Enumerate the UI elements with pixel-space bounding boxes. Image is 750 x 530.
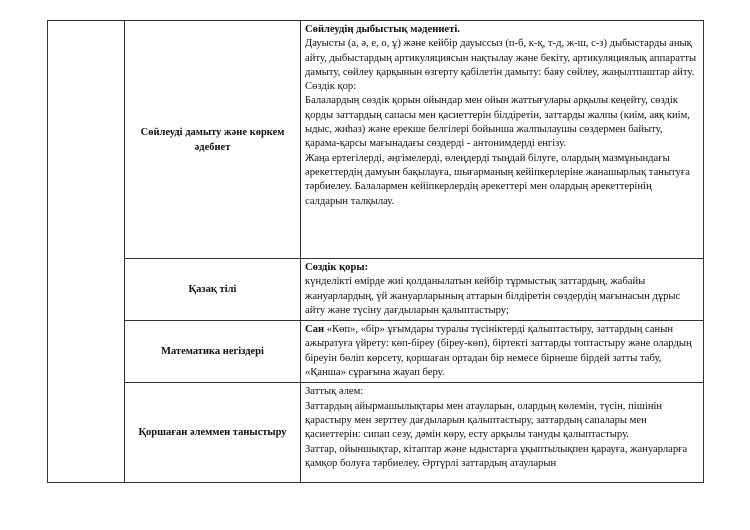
topic-label: Математика негіздері xyxy=(161,346,264,358)
content-cell xyxy=(301,259,704,321)
paragraph: Заттық әлем: xyxy=(305,386,364,398)
table-row xyxy=(48,383,704,483)
topic-cell xyxy=(125,259,301,321)
paragraph xyxy=(305,323,697,380)
section-heading: Сөздік қоры: xyxy=(305,262,369,273)
empty-cell xyxy=(48,21,125,483)
paragraph: Балалардың сөздік қорын ойындар мен ойын жаттығулары арқылы кеңейту, сөздік қорды заттардың сапасы мен қасиеттерін білдіретін, заттарды жалпы (киім, аяқ киім, ыдыс, жиһаз) және ерекше белгілері бойынша жалпылаушы сөздермен байыту, қарама-қарсы мағынадағы сөздерді - антонимдерді енгізу. xyxy=(305,95,690,150)
content-cell xyxy=(301,21,704,259)
content-cell xyxy=(301,383,704,483)
topic-label: Қазақ тілі xyxy=(188,284,237,296)
content-cell xyxy=(301,321,704,383)
table-row xyxy=(48,21,704,259)
paragraph: Заттардың айырмашылықтары мен атауларын, олардың көлемін, түсін, пішінін қарастыру мен зерттеу дағдыларын қалыптастыру, заттардың сапалары мен қасиеттерін: сипап сезу, дәмін көру, есту арқылы тануды қалыптастыру. xyxy=(305,400,663,441)
paragraph: Дауысты (а, ә, е, о, ұ) және кейбір дауыссыз (п-б, к-қ, т-д, ж-ш, с-з) дыбыстарды анық айту, дыбыстардың артикуляциясын нақтылау және бекіту, артикуляциялық аппаратты дамыту, сөйлеу қарқынын өзгерту қабілетін дамыту: баяу сөйлеу, жаңылтпаштар айту. xyxy=(305,38,697,78)
paragraph: күнделікті өмірде жиі қолданылатын кейбір тұрмыстық заттардың, жабайы жануарлардың, үй жануарларының аттарын білдіретін сөздердің мағынасын дұрыс айту және түсіну дағдыларын қалыптастыру; xyxy=(305,276,681,316)
topic-label: Қоршаған әлеммен таныстыру xyxy=(138,427,287,439)
lead-bold: Сан xyxy=(305,324,327,336)
table-row xyxy=(48,259,704,321)
topic-cell xyxy=(125,321,301,383)
table-row xyxy=(48,321,704,383)
plan-table xyxy=(47,20,704,483)
paragraph: Сөздік қор: xyxy=(305,81,357,93)
topic-label: Сөйлеуді дамыту және көркем әдебиет xyxy=(140,126,285,153)
paragraph: Заттар, ойыншықтар, кітаптар және ыдыстарға ұқыптылықпен қарауға, жануарларға қамқор болуға тәрбиелеу. Әртүрлі заттардың атауларын xyxy=(305,443,688,469)
paragraph: Жаңа ертегілерді, әңгімелерді, өлеңдерді тыңдай білуге, олардың мазмұнындағы әрекеттердің дамуын бақылауға, шығарманың кейіпкерлеріне жанашырлық танытуға тәрбиелеу. Балалармен кейіпкерлердің әрекеттері мен олардың әрекеттерінің салдарын талқылау. xyxy=(305,152,690,207)
topic-cell xyxy=(125,21,301,259)
topic-cell xyxy=(125,383,301,483)
section-heading: Сөйлеудің дыбыстық мәдениеті. xyxy=(305,24,460,35)
paragraph-rest: «Көп», «бір» ұғымдары туралы түсініктерді қалыптастыру, заттардың санын ажыратуға үйрету: көп-біреу (біреу-көп), біртекті заттарды топтастыру және олардың біреуін бөліп көрсету, қоршаған ортадан бір немесе бірнеше бірдей затты табу, «Қанша» сұрағына жауап беру. xyxy=(305,324,692,379)
